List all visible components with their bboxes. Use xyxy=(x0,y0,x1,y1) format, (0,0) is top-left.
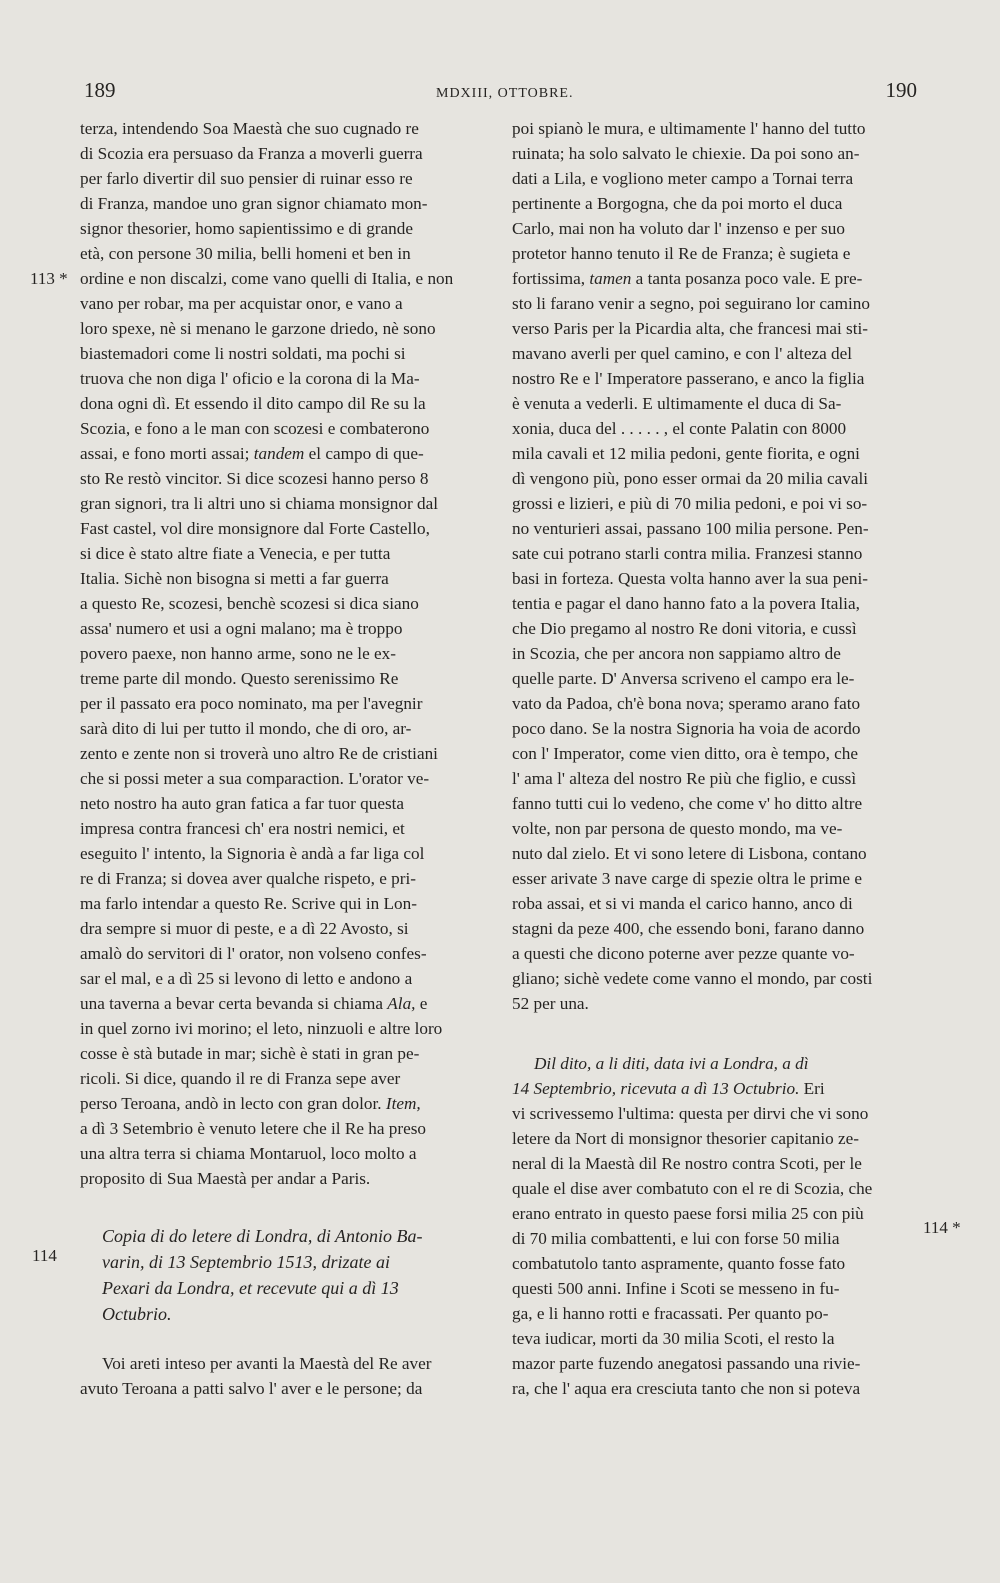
text-run: e in quel zorno ivi morino; el leto, ninzuoli e altre loro cosse è stà butade in mar; sichè è stati in gran pe- ricoli. Si dice, quando il re di Franza sepe aver perso Teroana, andò in lecto con gran dolor. xyxy=(80,994,443,1113)
left-column xyxy=(80,116,490,1401)
right-column xyxy=(512,116,921,1401)
left-paragraph-2: Voi areti inteso per avanti la Maestà del Re aver avuto Teroana a patti salvo l' aver e le persone; da xyxy=(80,1354,432,1398)
text-run: a tanta posanza poco vale. E pre- sto li farano venir a segno, poi seguirano lor camino verso Paris per la Picardia alta, che francesi mai sti- mavano averli per quel camino, e con l' alteza del nostro Re e l' Imperatore passerano, e anco la figlia è venuta a vederli. E ultimamente el duca di Sa- xonia, duca del . . . . . , el conte Palatin con 8000 mila cavali et 12 milia pedoni, gente fiorita, e ogni dì vengono più, pono esser ormai da 20 milia cavali grossi e lizieri, e più di 70 milia pedoni, e poi vi so- no venturieri assai, passano 100 milia persone. Pen- sate cui potrano starli contra milia. Franzesi stanno basi in forteza. Questa volta hanno aver la sua peni- tentia e pagar el dano hanno fato a la povera Italia, che Dio pregamo al nostro Re doni vitoria, e cussì in Scozia, che per ancora non sappiamo altro de quelle parte. D' Anversa scriveno el campo era le- vato da Padoa, ch'è bona nova; speramo arano fato poco dano. Se la nostra Signoria ha voia de acordo con l' Imperator, come vien ditto, ora è tempo, che l' ama l' alteza del nostro Re più che figlio, e cussì fanno tutti cui lo vedeno, che come v' ho ditto altre volte, non par persona de questo mondo, ma ve- nuto dal zielo. Et vi sono letere di Lisbona, contano esser arivate 3 nave carge di spezie oltra le prime e roba assai, et si vi manda el carico hanno, anco di stagni da peze 400, che essendo boni, farano danno a questi che dicono poterne aver pezze quante vo- gliano; sichè vedete come vanno el mondo, par costi 52 per una. xyxy=(512,269,873,1013)
left-page-number: 189 xyxy=(84,78,116,102)
italic-word: tandem xyxy=(253,444,305,463)
text-run: a dì 3 Setembrio è venuto letere che il Re ha preso una altra terra si chiama Montaruol, loco molto a proposito di Sua Maestà per andar a Paris. xyxy=(80,1119,427,1188)
right-page-number: 190 xyxy=(885,78,917,102)
margin-note-114-right: 114 * xyxy=(923,1218,961,1237)
letter-heading-2: Dil dito, a li diti, data ivi a Londra, a dì 14 Septembrio, ricevuta a dì 13 Octubrio. xyxy=(512,1054,809,1098)
margin-note-113: 113 * xyxy=(30,269,68,288)
left-paragraph-1 xyxy=(80,116,490,1191)
right-paragraph-1 xyxy=(512,116,921,1016)
text-run: el campo di que- sto Re restò vincitor. Si dice scozesi hanno perso 8 gran signori, tra li altri uno si chiama monsignor dal Fast castel, vol dire monsignore dal Forte Castello, si dice è stato altre fiate a Venecia, e per tutta Italia. Sichè non bisogna si metti a far guerra a questo Re, scozesi, benchè scozesi si dica siano assa' numero et usi a ogni malano; ma è troppo povero paexe, non hanno arme, sono ne le ex- treme parte dil mondo. Questo serenissimo Re per il passato era poco nominato, ma per l'avegnir sarà dito di lui per tutto il mondo, che di oro, ar- zento e zente non si troverà uno altro Re de cristiani che si possi meter a sua comparaction. L'orator ve- neto nostro ha auto gran fatica a far tuor questa impresa contra francesi ch' era nostri nemici, et eseguito l' intento, la Signoria è andà a far liga col re di Franza; si dovea aver qualche rispeto, e pri- ma farlo intendar a questo Re. Scrive qui in Lon- dra sempre si muor di peste, e a dì 22 Avosto, si amalò do servitori di l' orator, non volseno confes- sar el mal, e a dì 25 si levono di letto e andono a una taverna a bevar certa bevanda si chiama xyxy=(80,444,439,1013)
margin-note-114-left: 114 xyxy=(32,1246,57,1265)
italic-word: tamen xyxy=(589,269,632,288)
right-paragraph-2 xyxy=(512,1051,921,1401)
text-run: Eri vi scrivessemo l'ultima: questa per dirvi che vi sono letere da Nort di monsignor thesorier capitanio ze- neral di la Maestà dil Re nostro contra Scoti, per le quale el dise aver combatuto con el re di Scozia, che erano entrato in questo paese forsi milia 25 con più di 70 milia combattenti, e lui con forse 50 milia combatutolo tanto aspramente, quanto fosse fato questi 500 anni. Infine i Scoti se messeno in fu- ga, e li hanno rotti e fracassati. Per quanto po- teva iudicar, morti da 30 milia Scoti, el resto la mazor parte fuzendo anegatosi passando una rivie- ra, che l' aqua era cresciuta tanto che non si poteva xyxy=(512,1079,873,1398)
text-run: terza, intendendo Soa Maestà che suo cugnado re di Scozia era persuaso da Franza a moverli guerra per farlo divertir dil suo pensier di ruinar esso re di Franza, mandoe uno gran signor chiamato mon- signor thesorier, homo sapientissimo e di grande età, con persone 30 milia, belli homeni et ben in ordine e non discalzi, come vano quelli di Italia, e non vano per robar, ma per acquistar onor, e vano a loro spexe, nè si menano le garzone driedo, nè sono biastemadori come li nostri soldati, ma pochi si truova che non diga l' oficio e la corona di la Ma- dona ogni dì. Et essendo il dito campo dil Re su la Scozia, e fono a le man con scozesi e combaterono assai, e fono morti assai; xyxy=(80,119,454,463)
letter-heading-114: Copia di do letere di Londra, di Antonio Ba- varin, di 13 Septembrio 1513, drizate ai Pexari da Londra, et recevute qui a dì 13 Octubrio. xyxy=(102,1226,423,1324)
text-run: poi spianò le mura, e ultimamente l' hanno del tutto ruinata; ha solo salvato le chiexie. Da poi sono an- dati a Lila, e vogliono meter campo a Tornai terra pertinente a Borgogna, che da poi morto el duca Carlo, mai non ha voluto dar l' inzenso e per suo protetor hanno tenuto il Re de Franza; è sugieta e fortissima, xyxy=(512,119,866,288)
italic-word: Ala, xyxy=(387,994,416,1013)
running-title: MDXIII, OTTOBRE. xyxy=(436,86,574,101)
italic-word: Item, xyxy=(385,1094,421,1113)
